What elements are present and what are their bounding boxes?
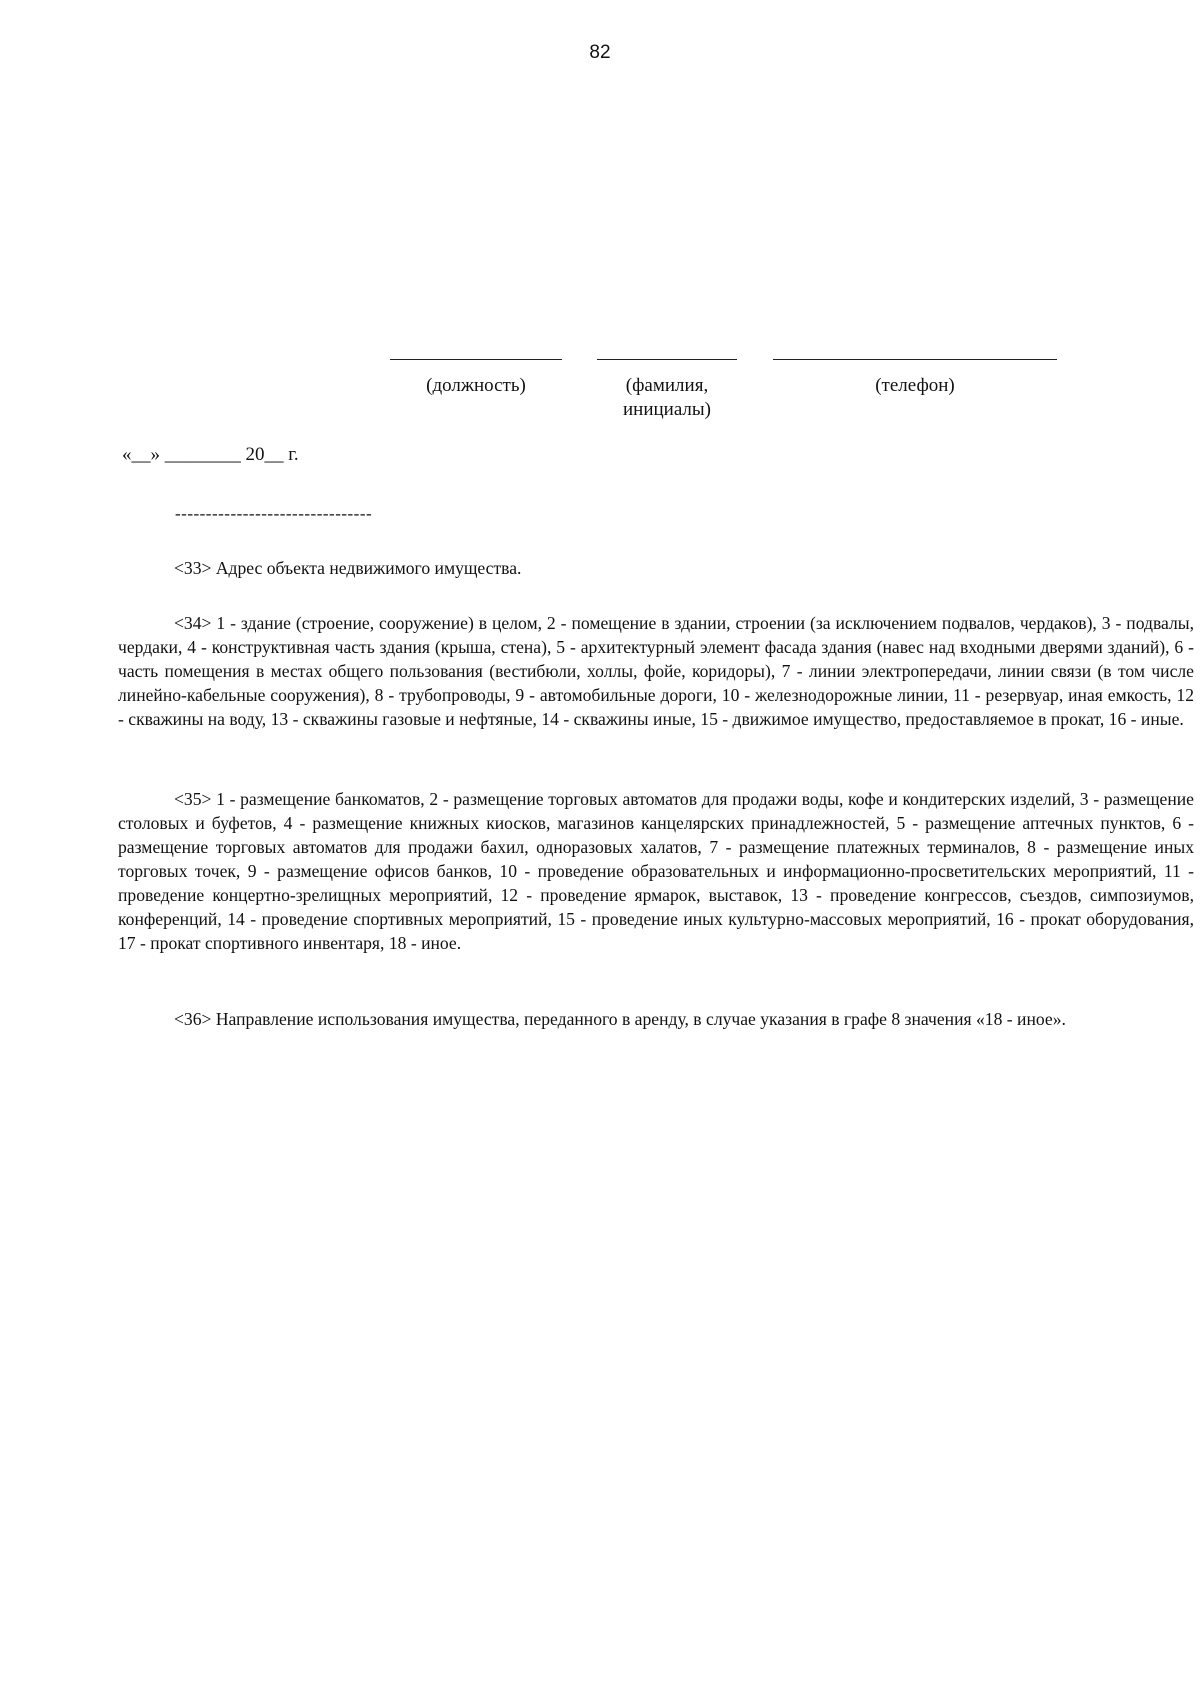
name-caption (597, 374, 737, 422)
footnote-35: <35> 1 - размещение банкоматов, 2 - размещение торговых автоматов для продажи воды, кофе и кондитерских изделий, 3 - размещение столовых и буфетов, 4 - размещение книжных киосков, магазинов канцелярских принадлежностей, 5 - размещение аптечных пунктов, 6 - размещение торговых автоматов для продажи бахил, одноразовых халатов, 7 - размещение платежных терминалов, 8 - размещение иных торговых точек, 9 - размещение офисов банков, 10 - проведение образовательных и информационно-просветительских мероприятий, 11 - проведение концертно-зрелищных мероприятий, 12 - проведение ярмарок, выставок, 13 - проведение конгрессов, съездов, симпозиумов, конференций, 14 - проведение спортивных мероприятий, 15 - проведение иных культурно-массовых мероприятий, 16 - прокат оборудования, 17 - прокат спортивного инвентаря, 18 - иное. (118, 789, 1194, 953)
footnote-separator: -------------------------------- (175, 504, 373, 523)
page-number: 82 (589, 42, 611, 63)
name-signature-line (597, 359, 737, 360)
position-signature-line (390, 359, 562, 360)
name-caption-line-1: (фамилия, (625, 375, 709, 396)
name-caption-line-2: инициалы) (622, 399, 711, 420)
footnote-33: <33> Адрес объекта недвижимого имущества. (174, 558, 522, 578)
phone-signature-line (773, 359, 1057, 360)
position-caption: (должность) (426, 375, 526, 396)
date-line: «__» ________ 20__ г. (122, 444, 299, 465)
phone-caption: (телефон) (875, 375, 955, 396)
footnote-34: <34> 1 - здание (строение, сооружение) в целом, 2 - помещение в здании, строении (за исключением подвалов, чердаков), 3 - подвалы, чердаки, 4 - конструктивная часть здания (крыша, стена), 5 - архитектурный элемент фасада здания (навес над входными дверями зданий), 6 - часть помещения в местах общего пользования (вестибюли, холлы, фойе, коридоры), 7 - линии электропередачи, линии связи (в том числе линейно-кабельные сооружения), 8 - трубопроводы, 9 - автомобильные дороги, 10 - железнодорожные линии, 11 - резервуар, иная емкость, 12 - скважины на воду, 13 - скважины газовые и нефтяные, 14 - скважины иные, 15 - движимое имущество, предоставляемое в прокат, 16 - иные. (118, 613, 1194, 729)
footnote-36: <36> Направление использования имущества, переданного в аренду, в случае указания в графе 8 значения «18 - иное». (174, 1009, 1066, 1029)
